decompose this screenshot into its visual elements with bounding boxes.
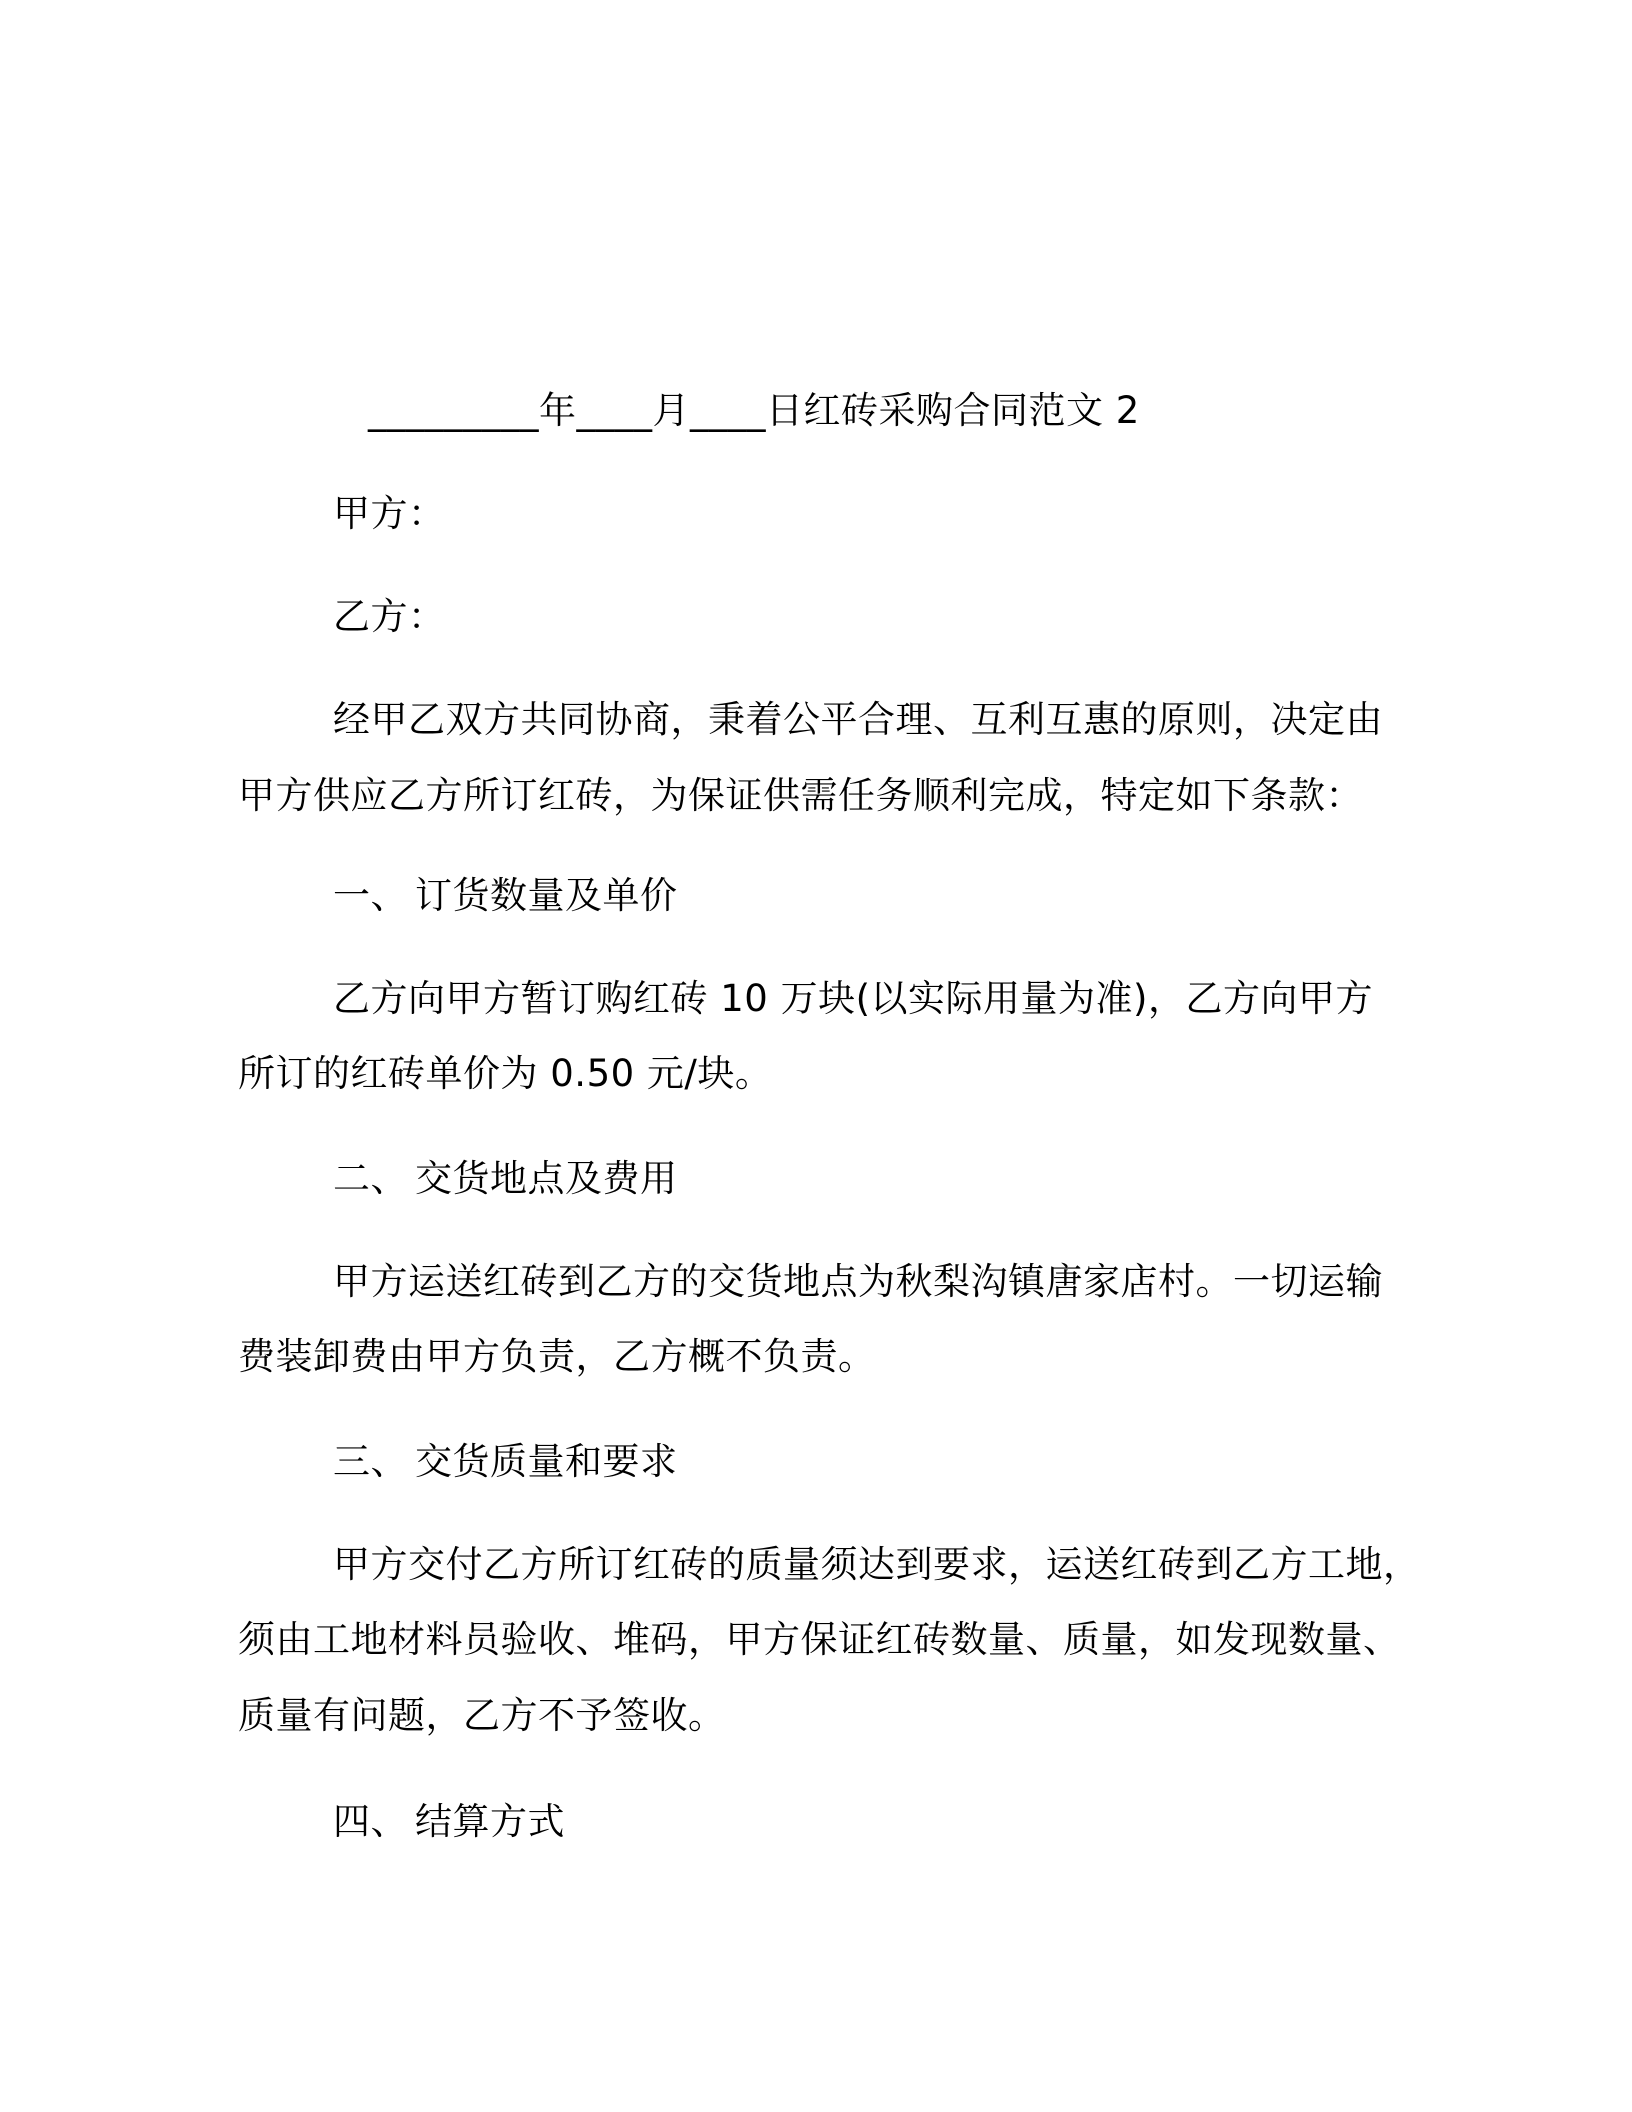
section-number: 二、 — [333, 1157, 408, 1200]
section-2-line-2: 费装卸费由甲方负责，乙方概不负责。 — [238, 1335, 876, 1378]
section-number: 四、 — [333, 1800, 408, 1843]
section-heading-4 — [333, 1797, 565, 1847]
section-3-line-1: 甲方交付乙方所订红砖的质量须达到要求，运送红砖到乙方工地， — [333, 1543, 1421, 1586]
section-1-line-1: 乙方向甲方暂订购红砖 10 万块(以实际用量为准)，乙方向甲方 — [333, 977, 1373, 1020]
section-heading-text: 交货地点及费用 — [415, 1157, 678, 1200]
party-b-label: 乙方： — [333, 595, 446, 638]
document-title: _________年____月____日红砖采购合同范文 2 — [368, 389, 1140, 432]
section-heading-1 — [333, 871, 678, 921]
preamble-line-2: 甲方供应乙方所订红砖，为保证供需任务顺利完成，特定如下条款： — [238, 774, 1363, 817]
section-2-line-1: 甲方运送红砖到乙方的交货地点为秋梨沟镇唐家店村。一切运输 — [333, 1260, 1383, 1303]
section-heading-text: 结算方式 — [415, 1800, 565, 1843]
section-3-line-3: 质量有问题，乙方不予签收。 — [238, 1694, 726, 1737]
section-number: 一、 — [333, 874, 408, 917]
section-heading-text: 交货质量和要求 — [415, 1440, 678, 1483]
section-heading-3 — [333, 1437, 678, 1487]
preamble-line-1: 经甲乙双方共同协商，秉着公平合理、互利互惠的原则，决定由 — [333, 698, 1383, 741]
party-a-label: 甲方： — [333, 492, 446, 535]
section-1-line-2: 所订的红砖单价为 0.50 元/块。 — [238, 1052, 773, 1095]
section-heading-text: 订货数量及单价 — [415, 874, 678, 917]
section-3-line-2: 须由工地材料员验收、堆码，甲方保证红砖数量、质量，如发现数量、 — [238, 1618, 1401, 1661]
section-heading-2 — [333, 1154, 678, 1204]
section-number: 三、 — [333, 1440, 408, 1483]
